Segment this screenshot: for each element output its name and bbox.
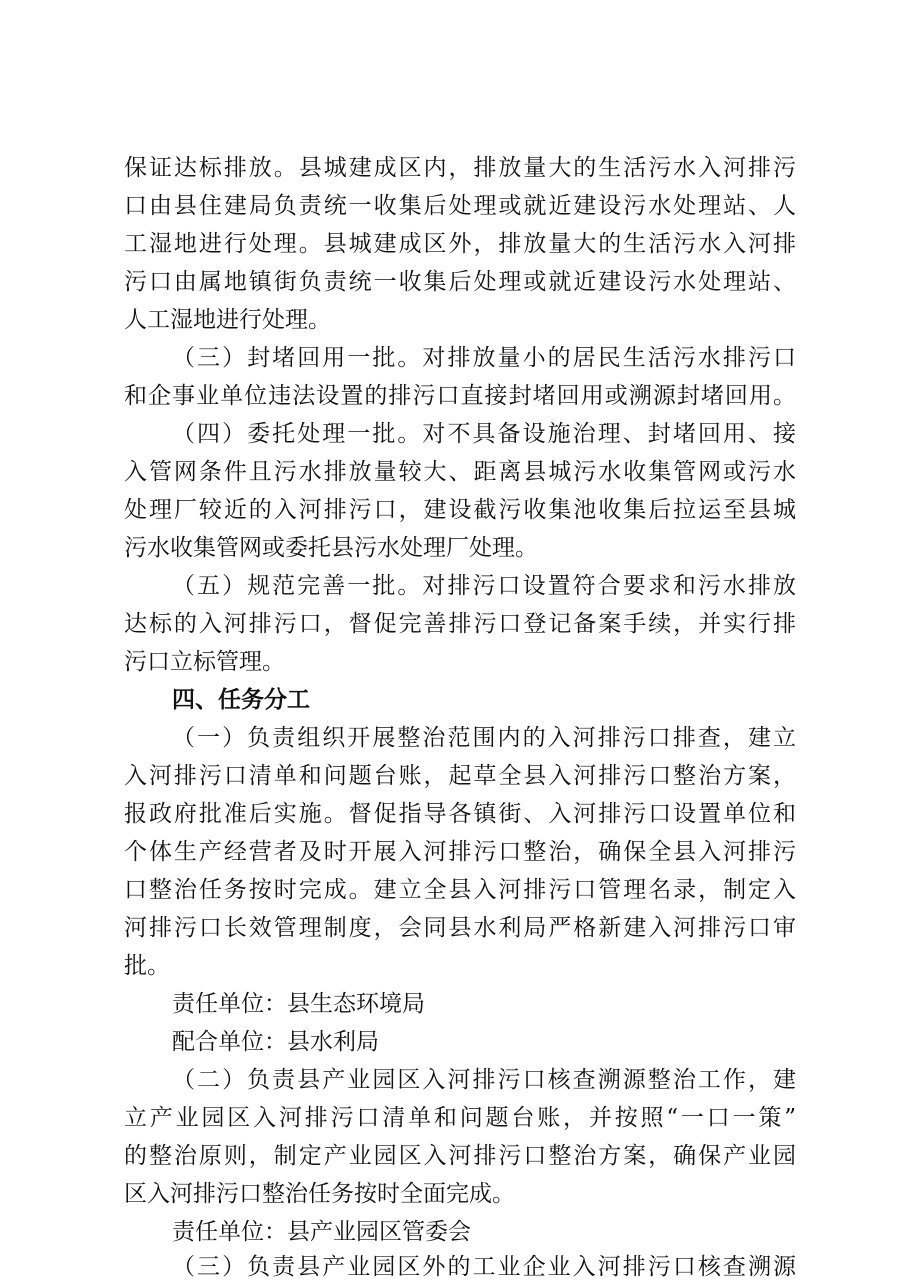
body-text-line: 的整治原则，制定产业园区入河排污口整治方案，确保产业园 (124, 1143, 796, 1169)
body-text-line: 个体生产经营者及时开展入河排污口整治，确保全县入河排污 (124, 839, 796, 865)
body-text-line: （四）委托处理一批。对不具备设施治理、封堵回用、接 (172, 421, 796, 447)
section-heading: 四、任务分工 (172, 687, 310, 713)
body-text-line: 达标的入河排污口，督促完善排污口登记备案手续，并实行排 (124, 611, 796, 637)
body-text-line: 区入河排污口整治任务按时全面完成。 (124, 1181, 515, 1207)
body-text-line: 人工湿地进行处理。 (124, 307, 331, 333)
body-text-line: 污口立标管理。 (124, 649, 285, 675)
body-text-line: 和企事业单位违法设置的排污口直接封堵回用或溯源封堵回用。 (124, 383, 796, 409)
body-text-line: 河排污口长效管理制度，会同县水利局严格新建入河排污口审 (124, 915, 796, 941)
body-text-line: （一）负责组织开展整治范围内的入河排污口排查，建立 (172, 725, 796, 751)
body-text-line: 口由县住建局负责统一收集后处理或就近建设污水处理站、人 (124, 193, 796, 219)
responsible-unit-line: 责任单位：县生态环境局 (172, 991, 425, 1017)
body-text-line: 批。 (124, 953, 170, 979)
body-text-line: 报政府批准后实施。督促指导各镇街、入河排污口设置单位和 (124, 801, 796, 827)
body-text-line: 处理厂较近的入河排污口，建设截污收集池收集后拉运至县城 (124, 497, 796, 523)
body-text-line: 污口由属地镇街负责统一收集后处理或就近建设污水处理站、 (124, 269, 796, 295)
body-text-line: 保证达标排放。县城建成区内，排放量大的生活污水入河排污 (124, 155, 796, 181)
body-text-line: 工湿地进行处理。县城建成区外，排放量大的生活污水入河排 (124, 231, 796, 257)
body-text-line: 口整治任务按时完成。建立全县入河排污口管理名录，制定入 (124, 877, 796, 903)
body-text-line: （二）负责县产业园区入河排污口核查溯源整治工作，建 (172, 1067, 796, 1093)
body-text-line: 污水收集管网或委托县污水处理厂处理。 (124, 535, 538, 561)
body-text-line: 入河排污口清单和问题台账，起草全县入河排污口整治方案， (124, 763, 796, 789)
body-text-line: （五）规范完善一批。对排污口设置符合要求和污水排放 (172, 573, 796, 599)
responsible-unit-line: 责任单位：县产业园区管委会 (172, 1219, 471, 1245)
cooperating-unit-line: 配合单位：县水利局 (172, 1029, 379, 1055)
body-text-line: 立产业园区入河排污口清单和问题台账，并按照“一口一策” (124, 1105, 796, 1131)
body-text-line: 入管网条件且污水排放量较大、距离县城污水收集管网或污水 (124, 459, 796, 485)
body-text-line: （三）负责县产业园区外的工业企业入河排污口核查溯源 (172, 1254, 796, 1280)
body-text-line: （三）封堵回用一批。对排放量小的居民生活污水排污口 (172, 345, 796, 371)
